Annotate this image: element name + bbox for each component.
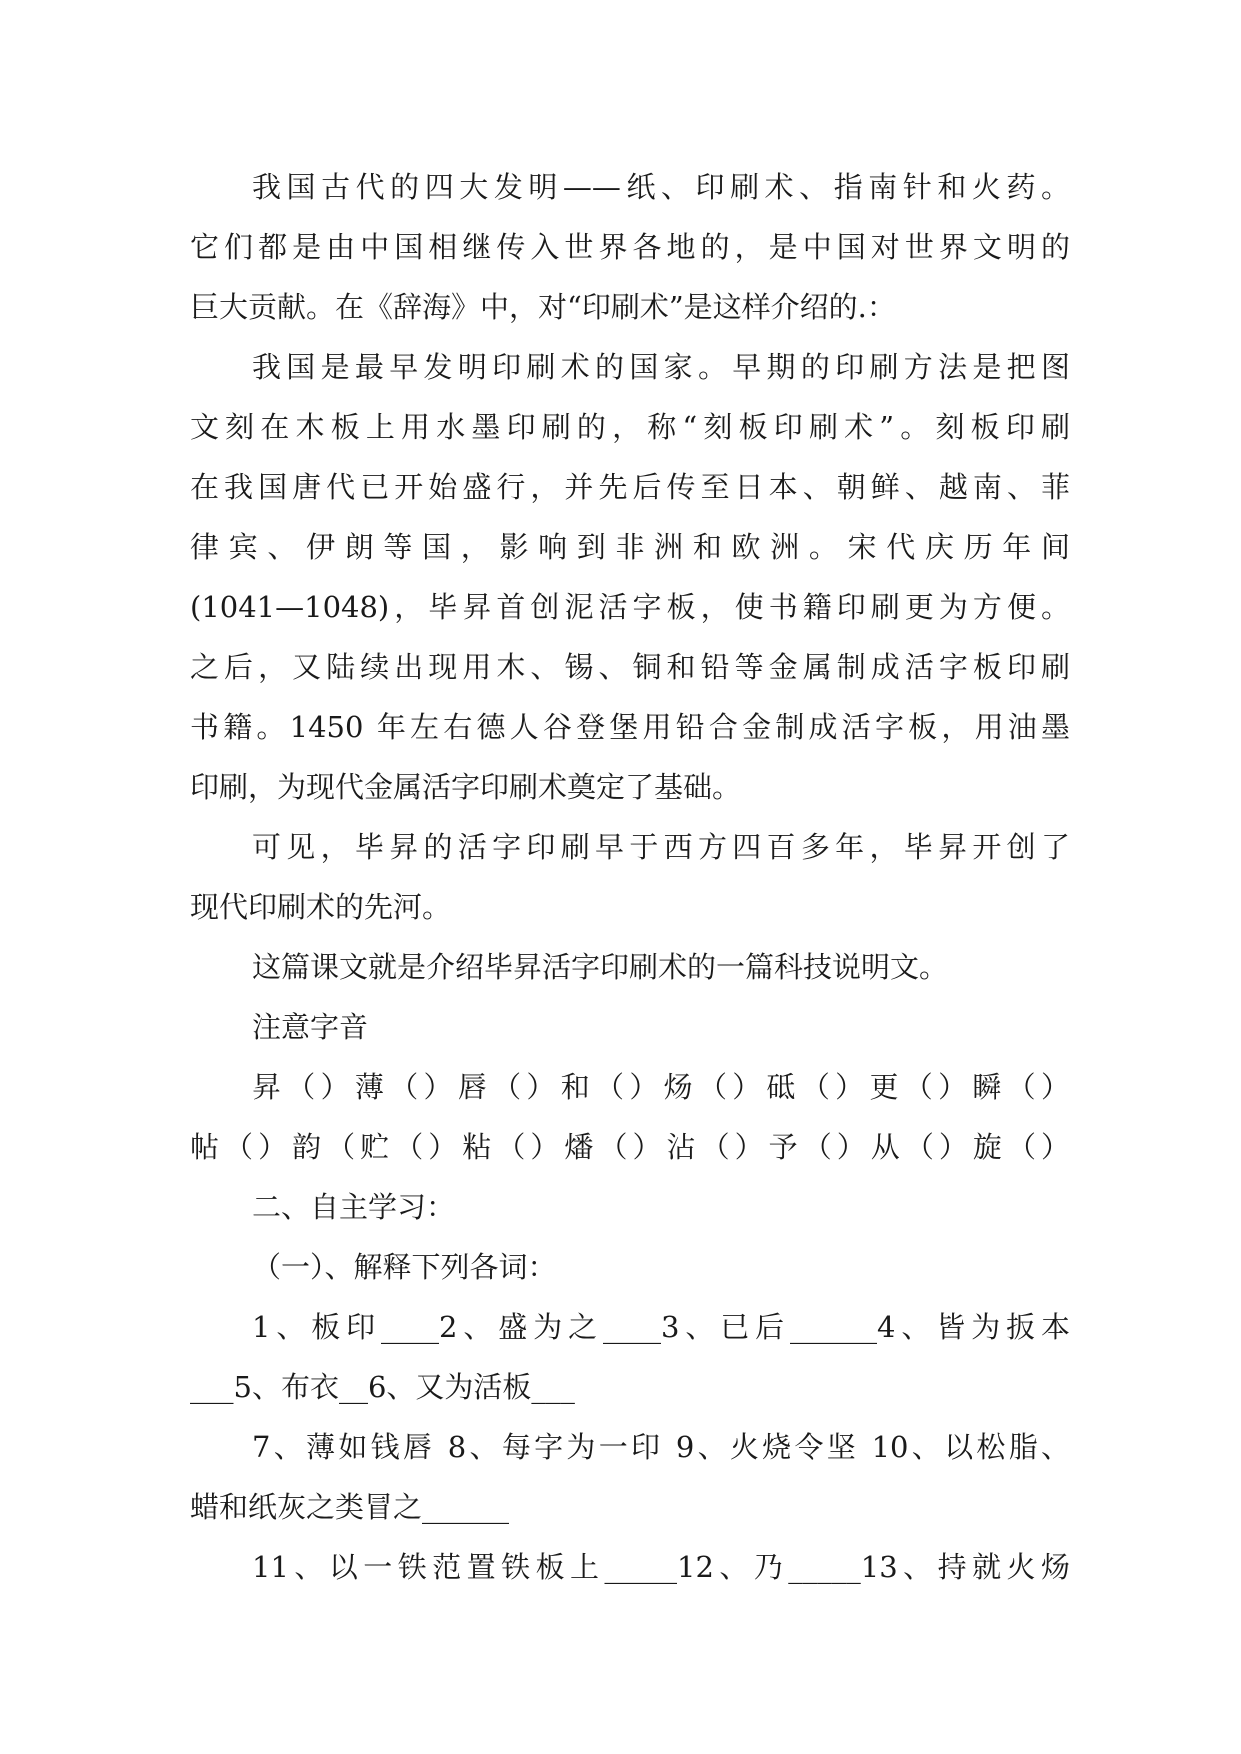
- pronunciation-heading: [190, 997, 1070, 1057]
- section-heading: 二、自主学习：: [252, 1190, 456, 1224]
- document-page: [190, 157, 1070, 1597]
- vocab-exercise-7-10: [190, 1417, 1070, 1537]
- text-line: 可见，毕昇的活字印刷早于西方四百多年，毕昇开创了: [252, 830, 1070, 864]
- pronunciation-items: [190, 1057, 1070, 1177]
- text-line: 在我国唐代已开始盛行，并先后传至日本、朝鲜、越南、菲: [190, 470, 1070, 504]
- text-line: 这篇课文就是介绍毕昇活字印刷术的一篇科技说明文。: [252, 950, 949, 984]
- section-heading: （一）、解释下列各词：: [252, 1250, 557, 1284]
- exercise-line: 帖（）韵（贮（）粘（）燔（）沾（）予（）从（）旋（）: [190, 1130, 1070, 1164]
- section-heading: 注意字音: [252, 1010, 369, 1044]
- text-line: (1041—1048)，毕昇首创泥活字板，使书籍印刷更为方便。: [190, 590, 1070, 624]
- paragraph-text-intro: [190, 937, 1070, 997]
- section-two-heading: [190, 1177, 1070, 1237]
- text-line: 之后，又陆续出现用木、锡、铜和铅等金属制成活字板印刷: [190, 650, 1070, 684]
- paragraph-conclusion: [190, 817, 1070, 937]
- vocab-exercise-11-13: [190, 1537, 1070, 1597]
- text-line: 我国古代的四大发明——纸、印刷术、指南针和火药。: [252, 170, 1070, 204]
- paragraph-cihai-quote: [190, 337, 1070, 817]
- exercise-line: 7、薄如钱唇 8、每字为一印 9、火烧令坚 10、以松脂、: [252, 1430, 1070, 1464]
- exercise-line: ___5、布衣__6、又为活板___: [190, 1370, 575, 1404]
- text-line: 它们都是由中国相继传入世界各地的，是中国对世界文明的: [190, 230, 1070, 264]
- exercise-line: 蜡和纸灰之类冒之______: [190, 1490, 510, 1524]
- text-line: 书籍。1450 年左右德人谷登堡用铅合金制成活字板，用油墨: [190, 710, 1070, 744]
- vocab-exercise-1-6: [190, 1297, 1070, 1417]
- paragraph-intro: [190, 157, 1070, 337]
- exercise-line: 昇（）薄（）唇（）和（）炀（）砥（）更（）瞬（）: [252, 1070, 1070, 1104]
- text-line: 现代印刷术的先河。: [190, 890, 452, 924]
- text-line: 文刻在木板上用水墨印刷的，称“刻板印刷术”。刻板印刷: [190, 410, 1070, 444]
- subsection-one-heading: [190, 1237, 1070, 1297]
- text-line: 律宾、伊朗等国，影响到非洲和欧洲。宋代庆历年间: [190, 530, 1070, 564]
- text-line: 巨大贡献。在《辞海》中，对“印刷术”是这样介绍的.：: [190, 290, 896, 324]
- text-line: 印刷，为现代金属活字印刷术奠定了基础。: [190, 770, 742, 804]
- text-line: 我国是最早发明印刷术的国家。早期的印刷方法是把图: [252, 350, 1070, 384]
- exercise-line: 11、以一铁范置铁板上_____12、乃_____13、持就火炀: [252, 1550, 1070, 1584]
- exercise-line: 1、板印____2、盛为之____3、已后______4、皆为扳本: [252, 1310, 1070, 1344]
